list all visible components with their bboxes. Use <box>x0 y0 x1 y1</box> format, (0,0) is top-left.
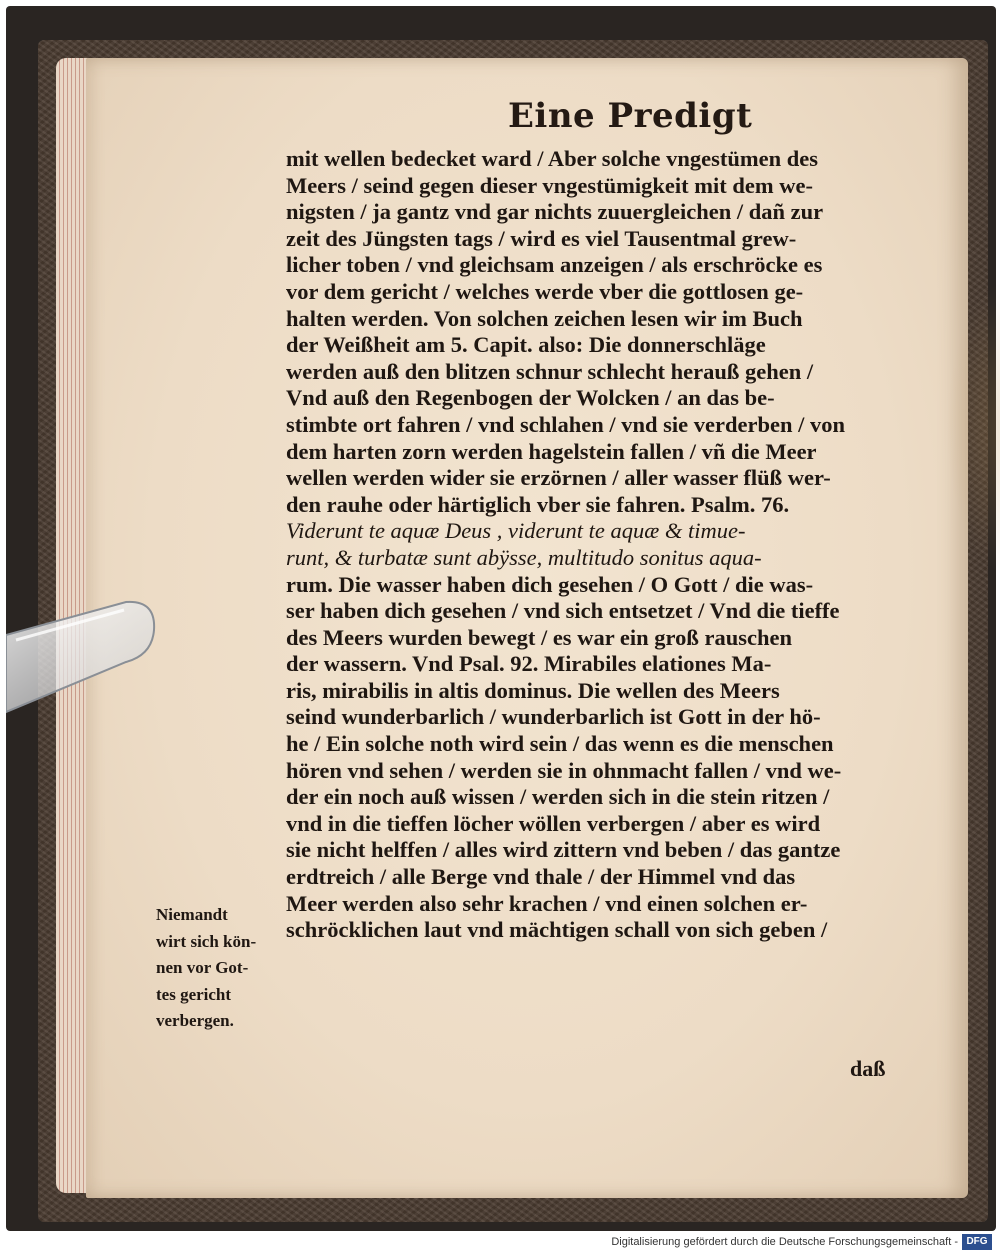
margin-note-line: verbergen. <box>156 1011 234 1030</box>
margin-note-line: Niemandt <box>156 905 228 924</box>
margin-note <box>156 902 266 1035</box>
text-line: rum. Die wasser haben dich gesehen / O Gott / die was- <box>286 571 814 597</box>
text-line: vnd in die tieffen löcher wöllen verbergen / aber es wird <box>286 810 821 836</box>
text-line: der wassern. Vnd Psal. 92. Mirabiles elationes Ma- <box>286 651 772 677</box>
text-line: nigsten / ja gantz vnd gar nichts zuuergleichen / dañ zur <box>286 199 824 225</box>
glass-page-holder <box>6 600 156 730</box>
water-stain <box>946 278 1000 578</box>
text-line: zeit des Jüngsten tags / wird es viel Tausentmal grew- <box>286 225 797 251</box>
text-line: der Weißheit am 5. Capit. also: Die donnerschläge <box>286 332 766 358</box>
text-line: der ein noch auß wissen / werden sich in die stein ritzen / <box>286 784 830 810</box>
text-line: ris, mirabilis in altis dominus. Die wellen des Meers <box>286 677 780 703</box>
body-text <box>286 146 906 944</box>
text-line: sie nicht helffen / alles wird zittern vnd beben / das gantze <box>286 837 841 863</box>
text-line: wellen werden wider sie erzörnen / aller wasser flüß wer- <box>286 465 831 491</box>
dfg-logo: DFG <box>962 1234 992 1250</box>
text-line-latin: runt, & turbatæ sunt abÿsse, multitudo sonitus aqua- <box>286 544 762 570</box>
footer-credit: Digitalisierung gefördert durch die Deutsche Forschungsgemeinschaft - <box>611 1236 958 1248</box>
text-line: vor dem gericht / welches werde vber die gottlosen ge- <box>286 278 804 304</box>
text-line: ser haben dich gesehen / vnd sich entsetzet / Vnd die tieffe <box>286 598 840 624</box>
text-line: he / Ein solche noth wird sein / das wenn es die menschen <box>286 731 834 757</box>
text-line: dem harten zorn werden hagelstein fallen / vñ die Meer <box>286 438 817 464</box>
text-line: schröcklichen laut vnd mächtigen schall von sich geben / <box>286 917 828 943</box>
text-line: Meers / seind gegen dieser vngestümigkeit mit dem we- <box>286 172 813 198</box>
text-line: erdtreich / alle Berge vnd thale / der Himmel vnd das <box>286 864 796 890</box>
text-line: stimbte ort fahren / vnd schlahen / vnd sie verderben / von <box>286 411 845 437</box>
text-line-latin: Viderunt te aquæ Deus , viderunt te aquæ & timue- <box>286 518 746 544</box>
text-line: werden auß den blitzen schnur schlecht herauß gehen / <box>286 358 814 384</box>
text-line: halten werden. Von solchen zeichen lesen wir im Buch <box>286 305 803 331</box>
margin-note-line: tes gericht <box>156 984 232 1004</box>
text-line: Meer werden also sehr krachen / vnd einen solchen er- <box>286 890 808 916</box>
text-line: den rauhe oder härtiglich vber sie fahren. Psalm. 76. <box>286 491 790 517</box>
text-line: des Meers wurden bewegt / es war ein groß rauschen <box>286 624 792 650</box>
margin-note-line: wirt sich kön- <box>156 931 257 951</box>
catchword: daß <box>850 1056 886 1081</box>
text-line: licher toben / vnd gleichsam anzeigen / als erschröcke es <box>286 252 823 278</box>
text-line: seind wunderbarlich / wunderbarlich ist Gott in der hö- <box>286 704 821 730</box>
text-line: hören vnd sehen / werden sie in ohnmacht fallen / vnd we- <box>286 757 842 783</box>
text-line: Vnd auß den Regenbogen der Wolcken / an das be- <box>286 385 775 411</box>
margin-note-line: nen vor Got- <box>156 958 249 977</box>
running-title: Eine Predigt <box>508 96 753 136</box>
text-line: mit wellen bedecket ward / Aber solche vngestümen des <box>286 146 819 171</box>
